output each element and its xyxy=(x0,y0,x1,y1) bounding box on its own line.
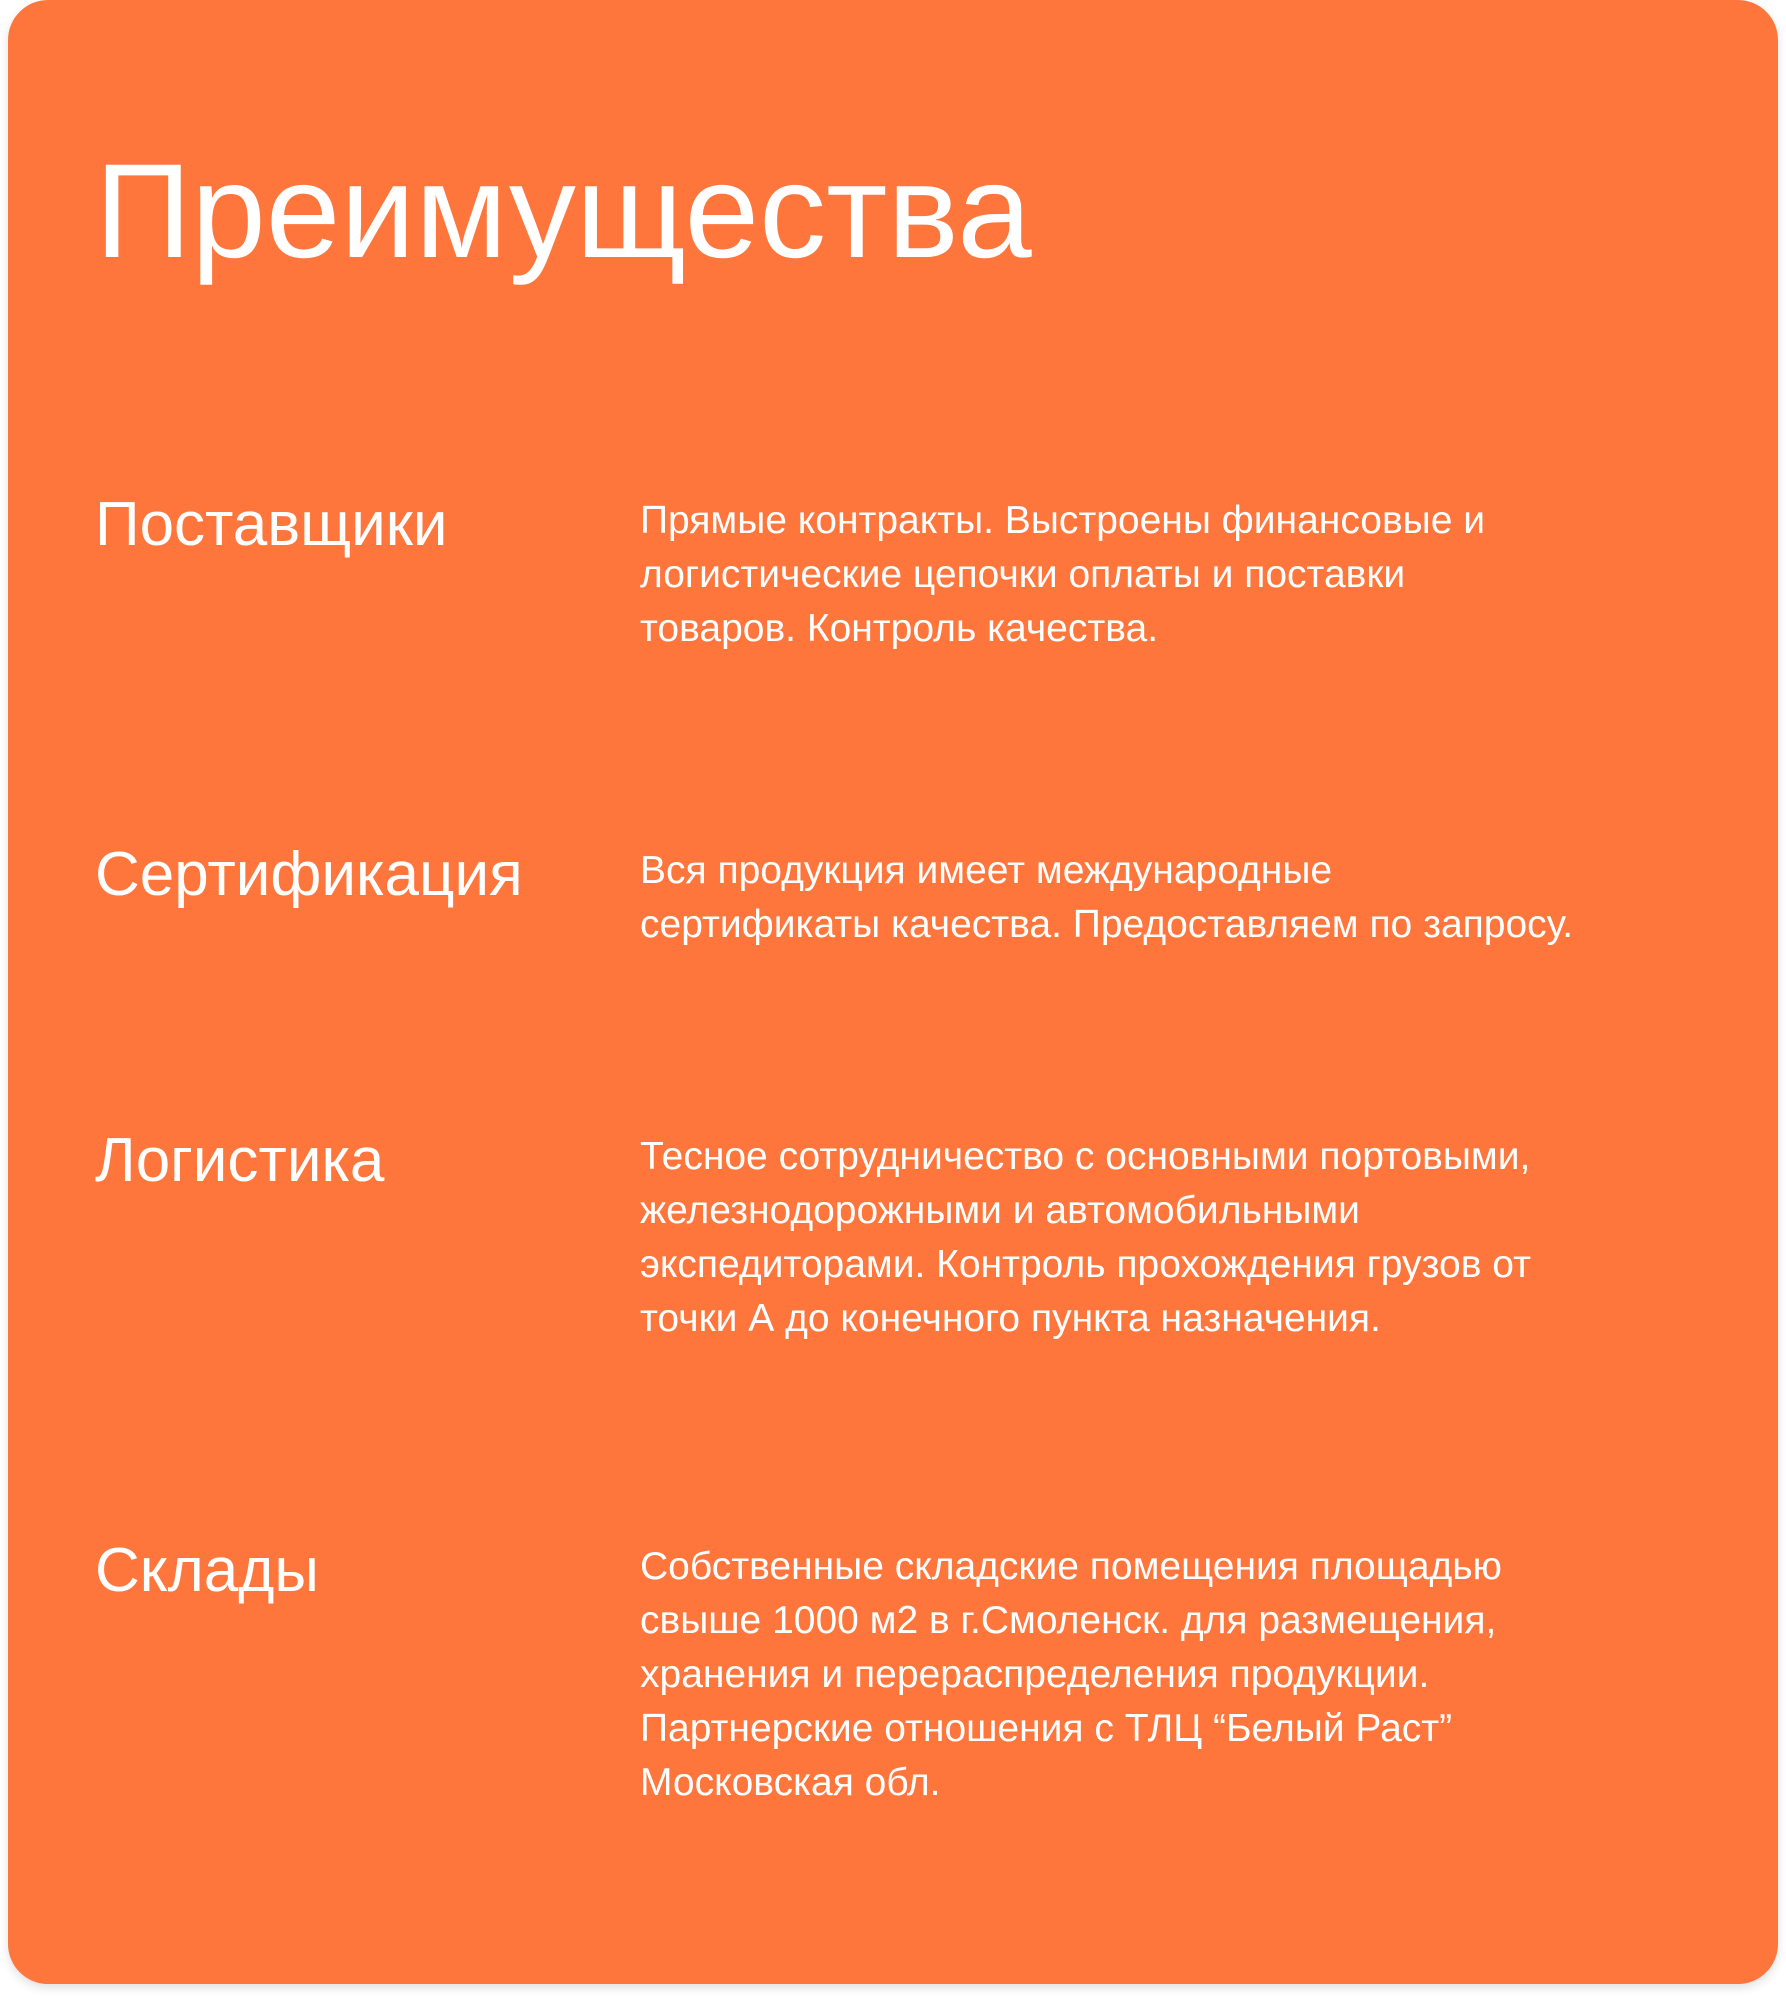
advantage-heading: Логистика xyxy=(95,1126,385,1195)
advantage-description: Тесное сотрудничество с основными портовыми, железнодорожными и автомобильными экспедиторами. Контроль прохождения грузов от точки А до конечного пункта назначения. xyxy=(640,1135,1531,1340)
advantage-description: Прямые контракты. Выстроены финансовые и логистические цепочки оплаты и поставки товаров. Контроль качества. xyxy=(640,499,1486,650)
page-title: Преимущества xyxy=(95,137,1032,286)
advantage-heading: Сертификация xyxy=(95,840,523,909)
advantage-description: Собственные складские помещения площадью свыше 1000 м2 в г.Смоленск. для размещения, хранения и перераспределения продукции. Партнерские отношения с ТЛЦ “Белый Раст” Московская обл. xyxy=(640,1545,1502,1804)
advantage-description: Вся продукция имеет международные сертификаты качества. Предоставляем по запросу. xyxy=(640,849,1574,946)
advantage-heading: Поставщики xyxy=(95,490,448,559)
advantage-heading: Склады xyxy=(95,1536,319,1605)
advantages-card xyxy=(8,0,1778,1984)
